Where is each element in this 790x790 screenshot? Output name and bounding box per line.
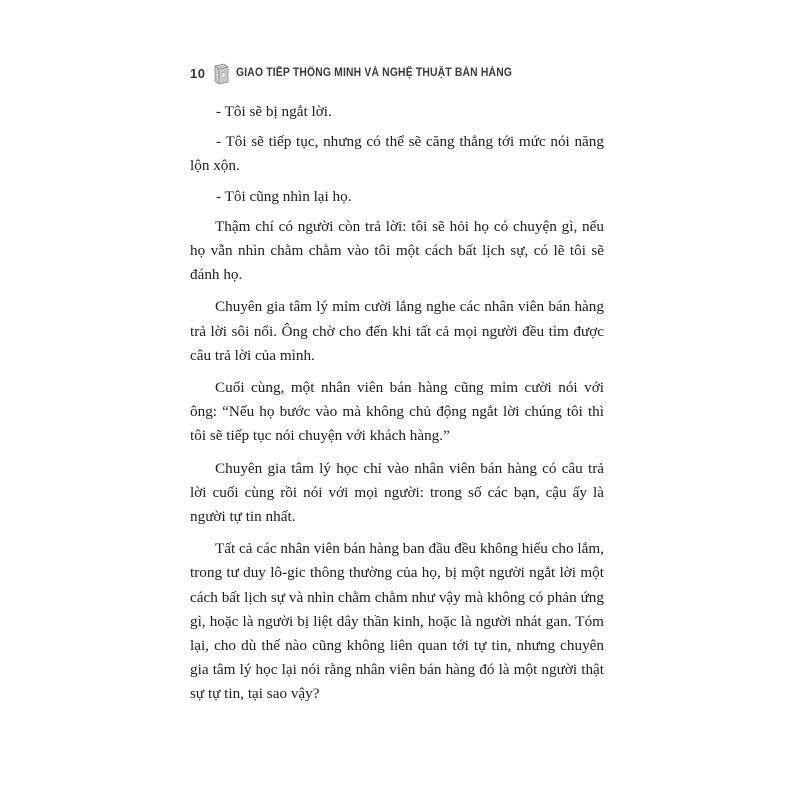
paragraph-5: Chuyên gia tâm lý mỉm cười lắng nghe các nhân viên bán hàng trả lời sôi nổi. Ông chờ cho đến khi tất cả mọi người đều tìm được câu trả lời của mình. [190,298,604,364]
body-text [190,100,604,707]
paragraph-3: - Tôi cũng nhìn lại họ. [216,187,352,205]
paragraph-4: Thậm chí có người còn trả lời: tôi sẽ hỏi họ có chuyện gì, nếu họ vẫn nhìn chằm chằm vào tôi một cách bất lịch sự, có lẽ tôi sẽ đánh họ. [190,217,604,284]
page-header [190,62,543,84]
paragraph-6: Cuối cùng, một nhân viên bán hàng cũng mỉm cười nói với ông: “Nếu họ bước vào mà không chủ động ngắt lời chúng tôi thì tôi sẽ tiếp tục nói chuyện với khách hàng.” [190,379,604,445]
paragraph-8: Tất cả các nhân viên bán hàng ban đầu đều không hiểu cho lắm, trong tư duy lô-gic thông thường của họ, bị một người ngắt lời một cách bất lịch sự và nhìn chằm chằm như vậy mà không có phản ứng gì, hoặc là người bị liệt dây thần kinh, hoặc là người nhát gan. Tóm lại, cho dù thế nào cũng không liên quan tới tự tin, nhưng chuyên gia tâm lý học lại nói rằng nhân viên bán hàng đó là một người thật sự tự tin, tại sao vậy? [190,540,604,703]
paragraph-1: - Tôi sẽ bị ngắt lời. [216,103,332,120]
running-title: GIAO TIẾP THÔNG MINH VÀ NGHỆ THUẬT BÁN HÀNG [236,67,513,79]
paragraph-7: Chuyên gia tâm lý học chỉ vào nhân viên bán hàng có câu trả lời cuối cùng rồi nói với mọi người: trong số các bạn, cậu ấy là người tự tin nhất. [190,459,604,526]
page-number: 10 [190,65,206,81]
paragraph-2: - Tôi sẽ tiếp tục, nhưng có thể sẽ căng thẳng tới mức nói năng lộn xộn. [190,133,604,175]
book-icon [213,63,230,84]
